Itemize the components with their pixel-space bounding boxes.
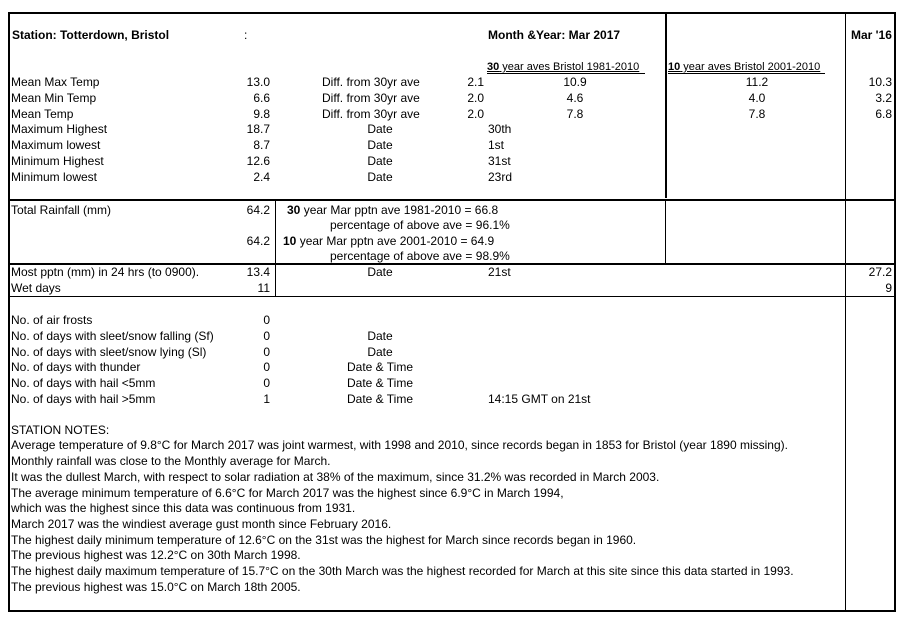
divider-h-wet-bottom <box>8 296 896 297</box>
count-label: No. of days with hail <5mm <box>11 376 156 390</box>
row-ave10: 7.8 <box>748 107 766 121</box>
border-left <box>8 12 10 612</box>
row-label: Maximum Highest <box>11 122 108 136</box>
count-label: No. of days with sleet/snow falling (Sf) <box>11 329 214 343</box>
border-right <box>894 12 896 612</box>
row-value: 13.0 <box>246 75 270 89</box>
count-label: No. of air frosts <box>11 313 93 327</box>
header-colon: : <box>244 28 248 42</box>
row-value: 18.7 <box>246 122 270 136</box>
count-mid: Date & Time <box>346 392 414 406</box>
rain-line-1-rest: year Mar pptn ave 1981-2010 = 66.8 <box>300 203 499 217</box>
row-mid-label: Date <box>367 170 393 184</box>
note-line: The highest daily maximum temperature of 15.7°C on the 30th March was the highest recorded for March at this site since this data started in 1993. <box>11 564 794 578</box>
count-value: 0 <box>263 345 270 359</box>
ave10-heading <box>668 60 820 74</box>
row-value: 2.4 <box>253 170 270 184</box>
row-date: 23rd <box>488 170 513 184</box>
rain-line-3-rest: year Mar pptn ave 2001-2010 = 64.9 <box>296 234 495 248</box>
rain-value-1: 64.2 <box>246 203 270 217</box>
row-date: 30th <box>488 122 512 136</box>
row-value: 12.6 <box>246 154 270 168</box>
rain-line-3 <box>283 234 494 248</box>
pptn-prev: 27.2 <box>868 265 892 279</box>
rain-label: Total Rainfall (mm) <box>11 203 112 217</box>
note-line: The average minimum temperature of 6.6°C for March 2017 was the highest since 6.9°C in March 1994, <box>11 486 564 500</box>
row-prev: 3.2 <box>875 91 892 105</box>
row-diff: 2.0 <box>467 107 484 121</box>
row-ave10: 11.2 <box>745 75 769 89</box>
pptn-label: Most pptn (mm) in 24 hrs (to 0900). <box>11 265 200 279</box>
row-ave30: 4.6 <box>566 91 584 105</box>
row-mid-label: Date <box>367 138 393 152</box>
count-label: No. of days with hail >5mm <box>11 392 156 406</box>
row-date: 1st <box>488 138 505 152</box>
note-line: Average temperature of 9.8°C for March 2017 was joint warmest, with 1998 and 2010, since records began in 1853 for Bristol (year 1890 missing). <box>11 438 788 452</box>
row-mid-label: Diff. from 30yr ave <box>322 91 420 105</box>
border-top <box>8 12 896 14</box>
row-ave10: 4.0 <box>748 91 766 105</box>
note-line: The highest daily minimum temperature of 12.6°C on the 31st was the highest for March since records began in 1960. <box>11 533 637 547</box>
row-label: Maximum lowest <box>11 138 101 152</box>
count-mid: Date & Time <box>346 360 414 374</box>
ave10-heading-rest: year aves Bristol 2001-2010 <box>680 61 821 73</box>
count-date: 14:15 GMT on 21st <box>488 392 591 406</box>
row-value: 8.7 <box>253 138 270 152</box>
wet-days-value: 11 <box>257 281 270 295</box>
count-mid: Date <box>367 345 393 359</box>
count-value: 1 <box>263 392 270 406</box>
rain-line-2: percentage of above ave = 96.1% <box>330 218 510 232</box>
station-title: Station: Totterdown, Bristol <box>12 28 170 42</box>
row-label: Minimum Highest <box>11 154 104 168</box>
row-ave30: 7.8 <box>566 107 584 121</box>
note-line: Monthly rainfall was close to the Monthly average for March. <box>11 454 331 468</box>
divider-v-value <box>275 200 276 297</box>
pptn-date-label: Date <box>367 265 393 279</box>
count-mid: Date <box>367 329 393 343</box>
rain-line-1-bold: 30 <box>287 203 301 217</box>
ave30-heading-bold: 30 <box>487 61 500 73</box>
rain-value-2: 64.2 <box>246 234 270 248</box>
divider-h-rain-top <box>8 199 896 201</box>
row-mid-label: Diff. from 30yr ave <box>322 75 420 89</box>
count-value: 0 <box>263 329 270 343</box>
count-value: 0 <box>263 360 270 374</box>
rain-line-4: percentage of above ave = 98.9% <box>330 249 510 263</box>
row-diff: 2.0 <box>467 91 484 105</box>
row-value: 9.8 <box>253 107 270 121</box>
row-label: Mean Temp <box>11 107 74 121</box>
ave30-heading <box>487 60 639 74</box>
wet-days-prev: 9 <box>885 281 892 295</box>
count-value: 0 <box>263 376 270 390</box>
divider-v-rain-right <box>665 200 666 264</box>
note-line: The previous highest was 12.2°C on 30th March 1998. <box>11 548 301 562</box>
border-bottom <box>8 610 896 612</box>
rain-line-3-bold: 10 <box>283 234 297 248</box>
pptn-value: 13.4 <box>246 265 270 279</box>
row-label: Mean Max Temp <box>11 75 100 89</box>
notes-title: STATION NOTES: <box>11 423 110 437</box>
count-label: No. of days with thunder <box>11 360 141 374</box>
row-label: Minimum lowest <box>11 170 98 184</box>
row-value: 6.6 <box>253 91 270 105</box>
count-label: No. of days with sleet/snow lying (Sl) <box>11 345 207 359</box>
pptn-date: 21st <box>488 265 511 279</box>
ave30-heading-rest: year aves Bristol 1981-2010 <box>499 61 640 73</box>
note-line: The previous highest was 15.0°C on March 18th 2005. <box>11 580 301 594</box>
row-diff: 2.1 <box>467 75 484 89</box>
divider-v-main <box>665 12 667 198</box>
row-label: Mean Min Temp <box>11 91 97 105</box>
count-value: 0 <box>263 313 270 327</box>
note-line: March 2017 was the windiest average gust month since February 2016. <box>11 517 392 531</box>
ave10-heading-bold: 10 <box>668 61 681 73</box>
note-line: which was the highest since this data was continuous from 1931. <box>11 501 356 515</box>
wet-days-label: Wet days <box>11 281 61 295</box>
row-mid-label: Diff. from 30yr ave <box>322 107 420 121</box>
row-mid-label: Date <box>367 154 393 168</box>
row-mid-label: Date <box>367 122 393 136</box>
row-prev: 10.3 <box>868 75 892 89</box>
count-mid: Date & Time <box>346 376 414 390</box>
row-prev: 6.8 <box>875 107 892 121</box>
note-line: It was the dullest March, with respect to solar radiation at 38% of the maximum, since 31.2% was recorded in March 2003. <box>11 470 660 484</box>
prev-year-title: Mar '16 <box>851 28 892 42</box>
rain-line-1 <box>287 203 498 217</box>
row-ave30: 10.9 <box>563 75 587 89</box>
month-year-title: Month &Year: Mar 2017 <box>488 28 621 42</box>
row-date: 31st <box>488 154 511 168</box>
